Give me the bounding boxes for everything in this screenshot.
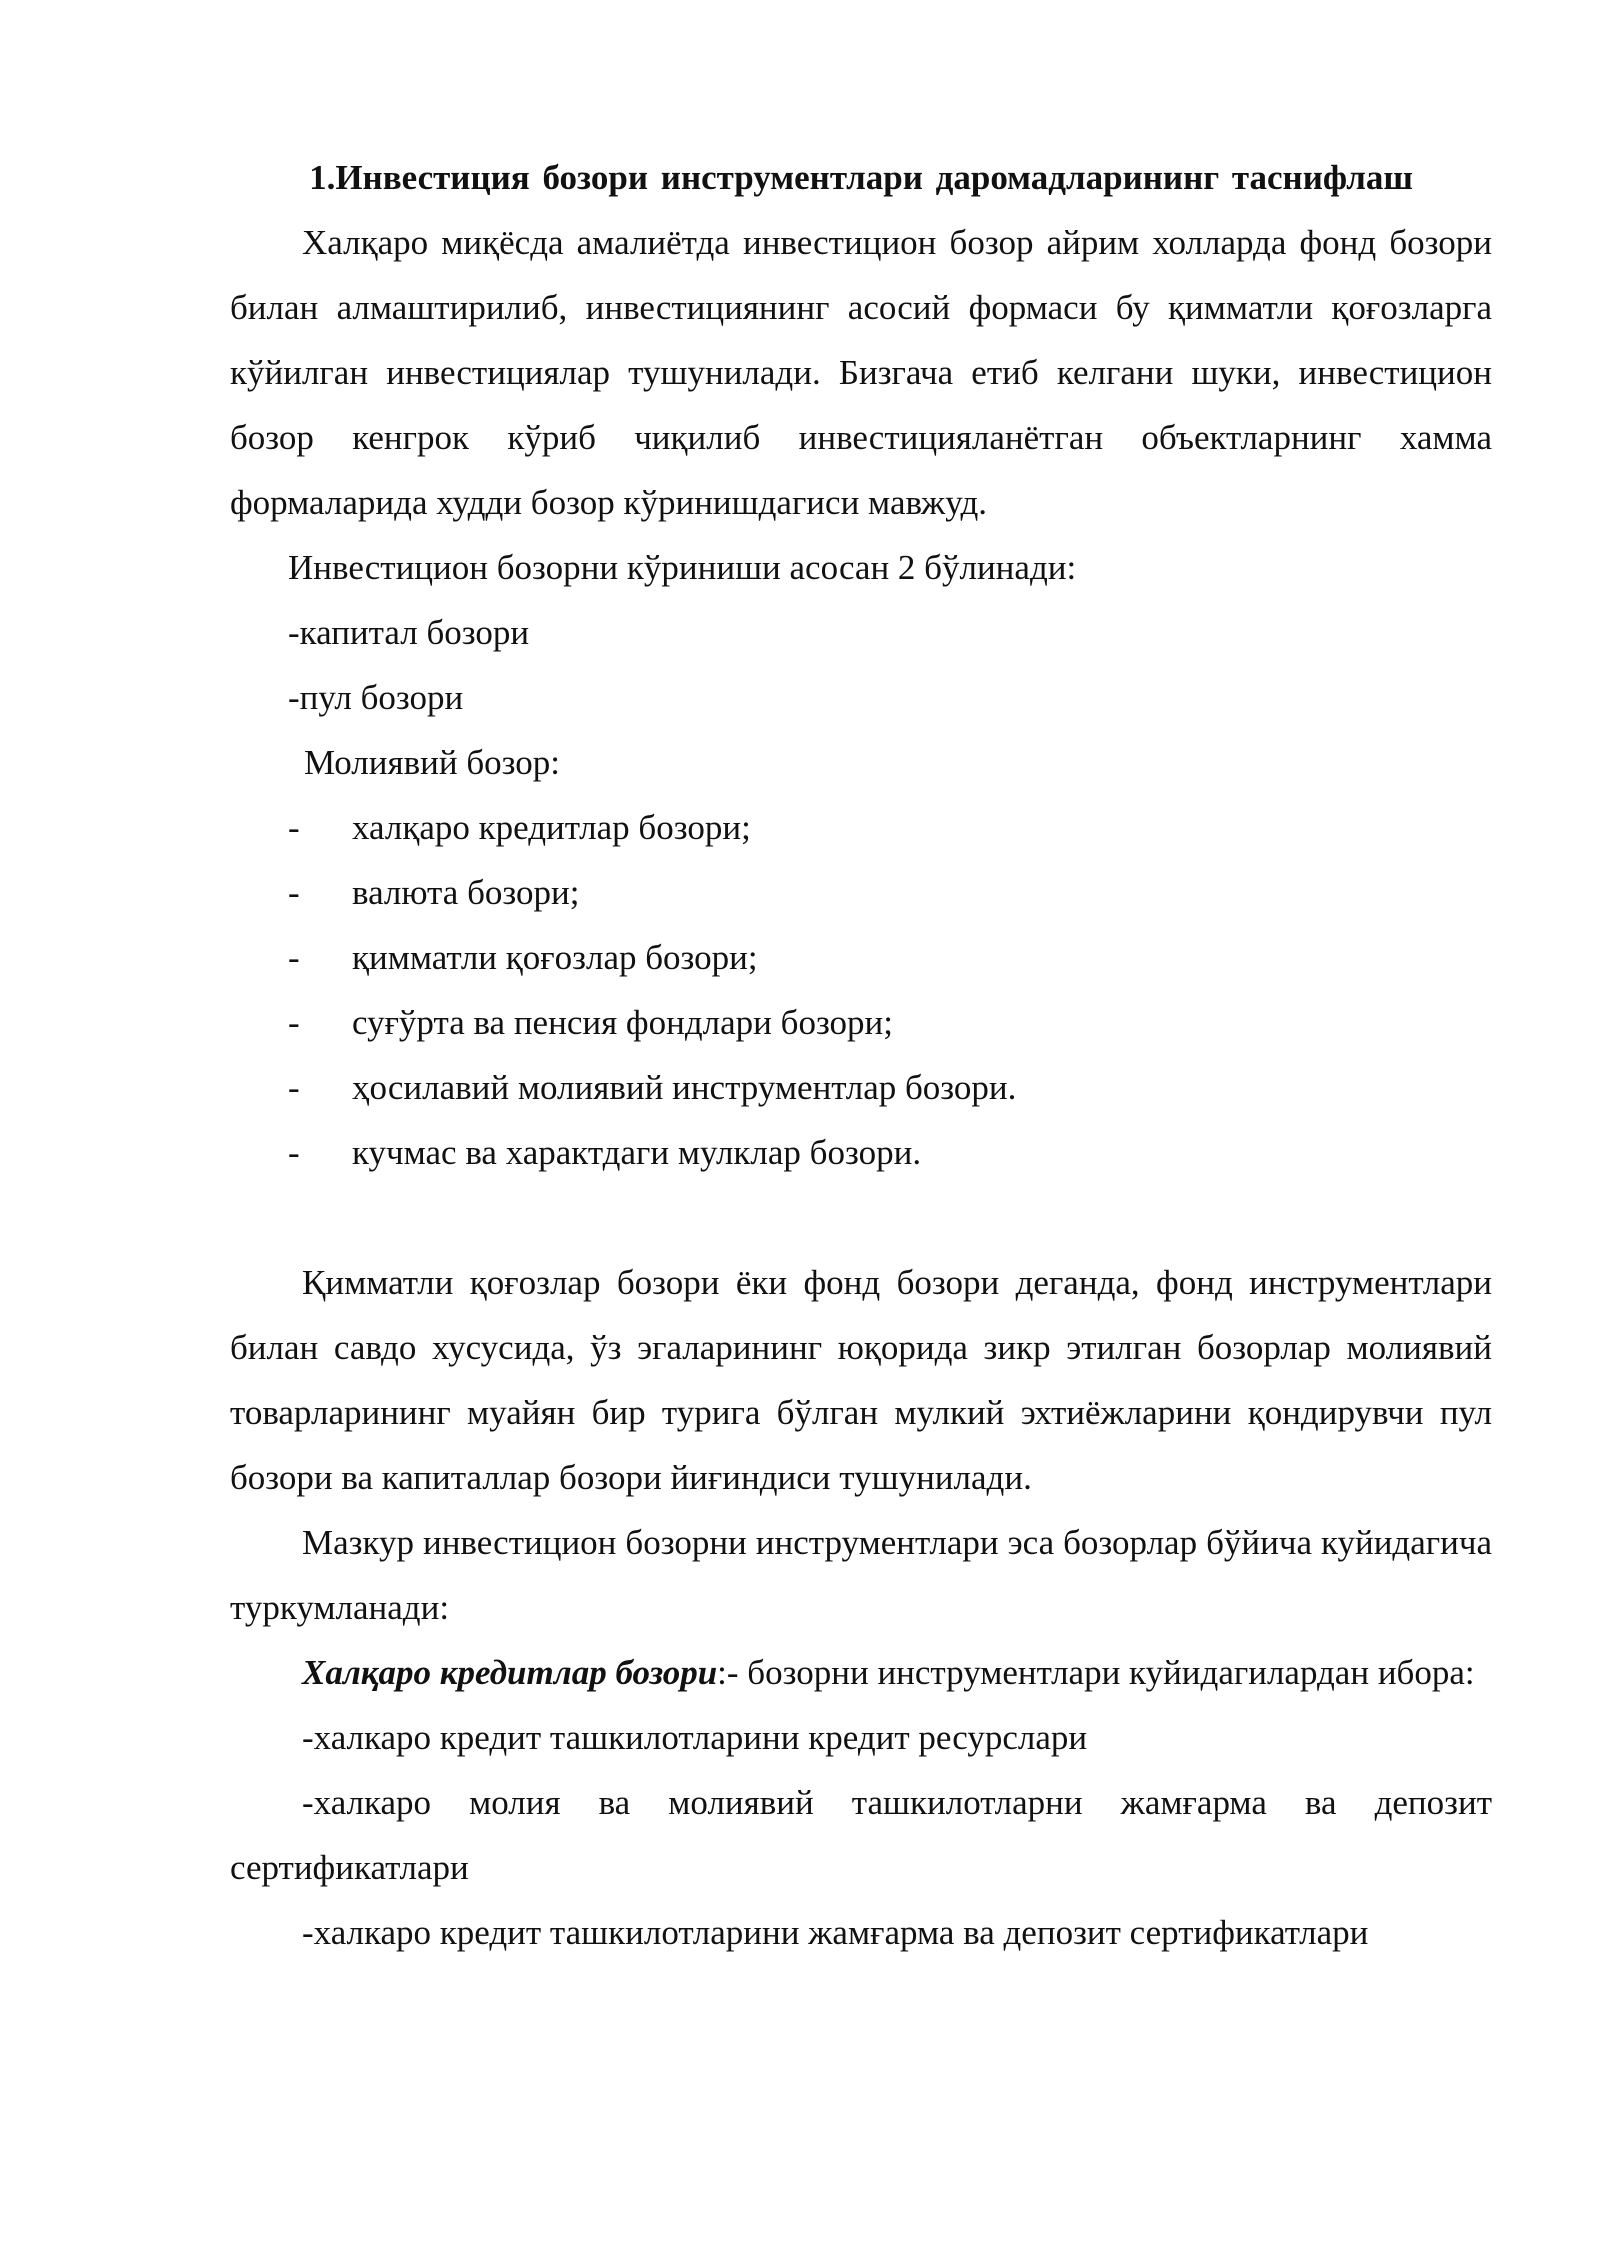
list-item <box>230 795 1492 860</box>
list-item <box>230 1055 1492 1120</box>
division-item: -пул бозори <box>288 678 464 717</box>
list-item-text: ҳосилавий молиявий инструментлар бозори. <box>352 1068 1017 1107</box>
list-item-text: қимматли қоғозлар бозори; <box>352 938 758 977</box>
list-item <box>230 925 1492 990</box>
list-item-text: кучмас ва характдаги мулклар бозори. <box>352 1133 922 1172</box>
financial-market-heading: Молиявий бозор: <box>304 743 560 782</box>
list-item-text: суғўрта ва пенсия фондлари бозори; <box>352 1003 894 1042</box>
classification-paragraph: Мазкур инвестицион бозорни инструментлари эса бозорлар бўйича куйидагича туркумланади: <box>230 1523 1492 1627</box>
list-item <box>230 1120 1492 1185</box>
credit-market-text: :- бозорни инструментлари куйидагилардан ибора: <box>717 1653 1475 1692</box>
financial-market-list <box>230 795 1492 1185</box>
list-dash: - <box>288 1068 300 1107</box>
list-dash: - <box>288 1003 300 1042</box>
list-item-text: валюта бозори; <box>352 873 580 912</box>
list-item <box>230 860 1492 925</box>
list-dash: - <box>288 808 300 847</box>
credit-item: -халкаро молия ва молиявий ташкилотларни жамғарма ва депозит сертификатлари <box>230 1783 1492 1887</box>
credit-item: -халкаро кредит ташкилотларини кредит ресурслари <box>302 1718 1088 1757</box>
division-line: Инвестицион бозорни кўриниши асосан 2 бўлинади: <box>288 548 1077 587</box>
document-page <box>230 145 1492 1965</box>
blank-line <box>230 1185 1492 1250</box>
credit-market-term: Халқаро кредитлар бозори <box>302 1653 718 1692</box>
credit-market-paragraph <box>230 1640 1492 1705</box>
list-item <box>230 990 1492 1055</box>
division-item: -капитал бозори <box>288 613 530 652</box>
list-item-text: халқаро кредитлар бозори; <box>352 808 751 847</box>
list-dash: - <box>288 1133 300 1172</box>
list-dash: - <box>288 938 300 977</box>
securities-paragraph: Қимматли қоғозлар бозори ёки фонд бозори деганда, фонд инструментлари билан савдо хусусида, ўз эгаларининг юқорида зикр этилган бозорлар молиявий товарларининг муайян бир турига бўлган мулкий эхтиёжларини қондирувчи пул бозори ва капиталлар бозори йиғиндиси тушунилади. <box>230 1263 1492 1497</box>
document-title: 1.Инвестиция бозори инструментлари даромадларининг таснифлаш <box>309 158 1413 197</box>
credit-item: -халкаро кредит ташкилотларини жамғарма ва депозит сертификатлари <box>302 1913 1369 1952</box>
list-dash: - <box>288 873 300 912</box>
intro-paragraph: Халқаро миқёсда амалиётда инвестицион бозор айрим холларда фонд бозори билан алмаштирилиб, инвестициянинг асосий формаси бу қимматли қоғозларга кўйилган инвестициялар тушунилади. Бизгача етиб келгани шуки, инвестицион бозор кенгрок кўриб чиқилиб инвестицияланётган объектларнинг хамма формаларида худди бозор кўринишдагиси мавжуд. <box>230 223 1492 522</box>
